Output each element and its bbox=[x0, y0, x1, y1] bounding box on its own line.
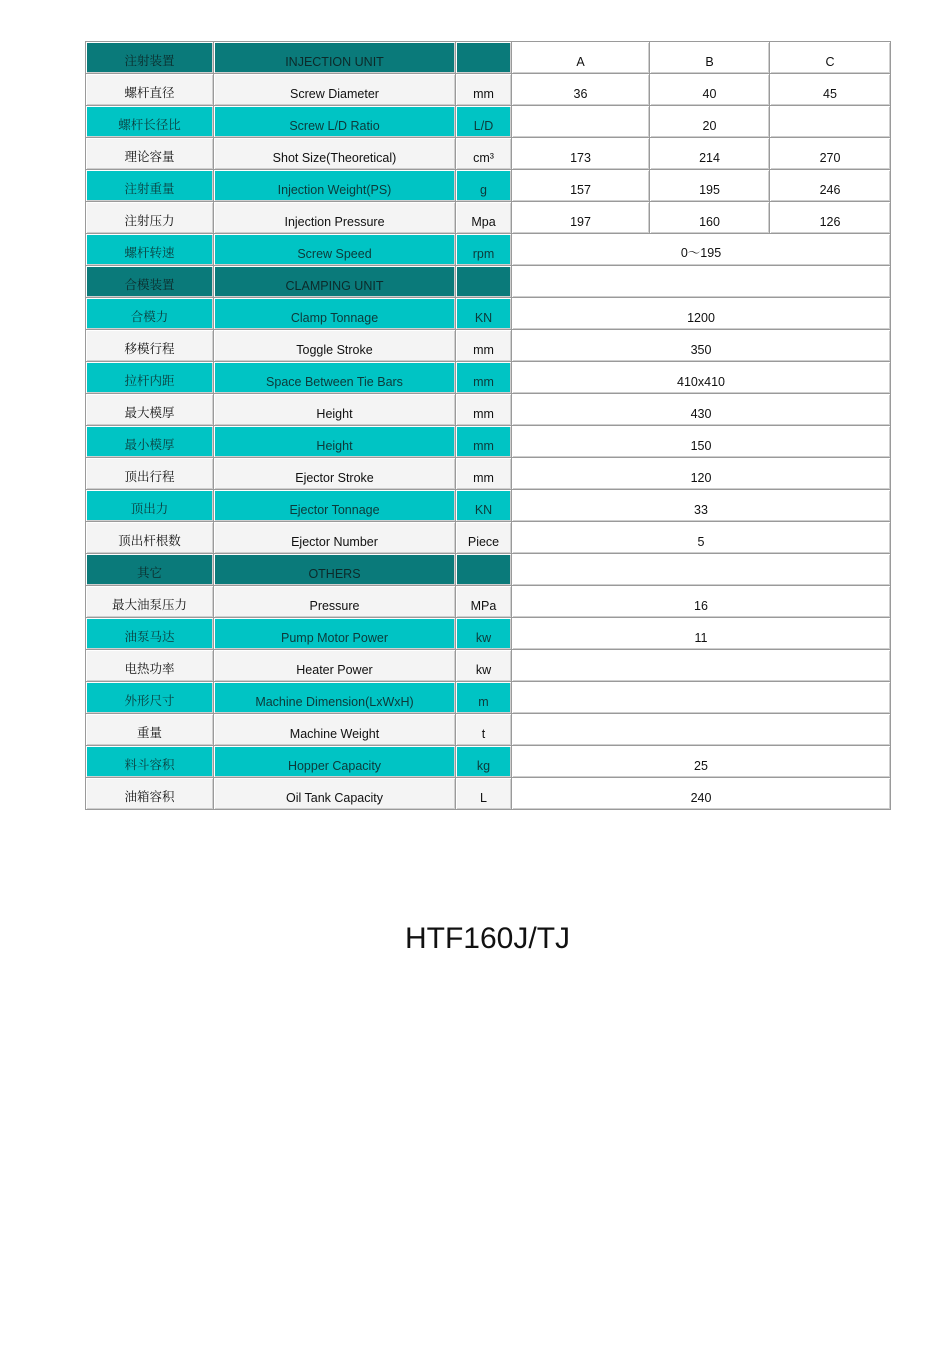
row-unit: Piece bbox=[456, 522, 512, 554]
row-value: 11 bbox=[512, 618, 891, 650]
row-label-en: Space Between Tie Bars bbox=[214, 362, 456, 394]
row-label-cn: 重量 bbox=[86, 714, 214, 746]
row-value-a bbox=[512, 106, 650, 138]
row-label-cn: 外形尺寸 bbox=[86, 682, 214, 714]
row-value bbox=[512, 650, 891, 682]
table-row bbox=[86, 106, 891, 138]
row-label-cn: 顶出杆根数 bbox=[86, 522, 214, 554]
row-label-cn: 注射压力 bbox=[86, 202, 214, 234]
row-value-c: 45 bbox=[770, 74, 891, 106]
row-label-en: Pressure bbox=[214, 586, 456, 618]
row-label-cn: 顶出行程 bbox=[86, 458, 214, 490]
table-row bbox=[86, 138, 891, 170]
table-row bbox=[86, 458, 891, 490]
row-value: 5 bbox=[512, 522, 891, 554]
row-label-en: Machine Weight bbox=[214, 714, 456, 746]
row-value: 25 bbox=[512, 746, 891, 778]
row-value bbox=[512, 714, 891, 746]
row-value: 350 bbox=[512, 330, 891, 362]
row-label-en: Machine Dimension(LxWxH) bbox=[214, 682, 456, 714]
row-value bbox=[512, 266, 891, 298]
row-unit: kw bbox=[456, 650, 512, 682]
row-unit bbox=[456, 42, 512, 74]
row-value: 120 bbox=[512, 458, 891, 490]
row-label-cn: 注射装置 bbox=[86, 42, 214, 74]
row-label-cn: 油箱容积 bbox=[86, 778, 214, 810]
row-label-cn: 合模装置 bbox=[86, 266, 214, 298]
row-label-en: Oil Tank Capacity bbox=[214, 778, 456, 810]
row-unit bbox=[456, 266, 512, 298]
row-value: 0～195 bbox=[512, 234, 891, 266]
row-unit: kg bbox=[456, 746, 512, 778]
row-label-cn: 最大油泵压力 bbox=[86, 586, 214, 618]
row-value-c: 270 bbox=[770, 138, 891, 170]
table-row bbox=[86, 522, 891, 554]
row-unit: MPa bbox=[456, 586, 512, 618]
table-row bbox=[86, 714, 891, 746]
row-label-cn: 螺杆长径比 bbox=[86, 106, 214, 138]
row-label-en: INJECTION UNIT bbox=[214, 42, 456, 74]
row-value-b: B bbox=[650, 42, 770, 74]
row-value-c: 246 bbox=[770, 170, 891, 202]
row-label-en: Ejector Stroke bbox=[214, 458, 456, 490]
row-label-cn: 移模行程 bbox=[86, 330, 214, 362]
row-label-en: OTHERS bbox=[214, 554, 456, 586]
table-row bbox=[86, 362, 891, 394]
row-label-en: Ejector Tonnage bbox=[214, 490, 456, 522]
row-label-cn: 拉杆内距 bbox=[86, 362, 214, 394]
row-value: 16 bbox=[512, 586, 891, 618]
row-unit: mm bbox=[456, 330, 512, 362]
table-row bbox=[86, 298, 891, 330]
row-value-a: 36 bbox=[512, 74, 650, 106]
row-label-en: Screw Diameter bbox=[214, 74, 456, 106]
table-row bbox=[86, 778, 891, 810]
row-label-cn: 顶出力 bbox=[86, 490, 214, 522]
row-value bbox=[512, 682, 891, 714]
row-unit: Mpa bbox=[456, 202, 512, 234]
row-unit: L/D bbox=[456, 106, 512, 138]
row-label-en: Injection Weight(PS) bbox=[214, 170, 456, 202]
row-label-en: Screw L/D Ratio bbox=[214, 106, 456, 138]
table-row bbox=[86, 554, 891, 586]
table-row bbox=[86, 426, 891, 458]
row-label-en: Shot Size(Theoretical) bbox=[214, 138, 456, 170]
row-label-en: Heater Power bbox=[214, 650, 456, 682]
row-value-c bbox=[770, 106, 891, 138]
row-label-en: Ejector Number bbox=[214, 522, 456, 554]
row-value: 1200 bbox=[512, 298, 891, 330]
row-label-cn: 油泵马达 bbox=[86, 618, 214, 650]
row-value-b: 160 bbox=[650, 202, 770, 234]
table-row bbox=[86, 490, 891, 522]
spec-table bbox=[85, 41, 891, 810]
row-unit: g bbox=[456, 170, 512, 202]
row-label-en: Height bbox=[214, 426, 456, 458]
table-row bbox=[86, 650, 891, 682]
row-label-cn: 最大模厚 bbox=[86, 394, 214, 426]
row-value-b: 195 bbox=[650, 170, 770, 202]
row-label-en: Pump Motor Power bbox=[214, 618, 456, 650]
row-label-cn: 电热功率 bbox=[86, 650, 214, 682]
table-row bbox=[86, 586, 891, 618]
table-row bbox=[86, 746, 891, 778]
row-value-a: 157 bbox=[512, 170, 650, 202]
row-label-cn: 螺杆转速 bbox=[86, 234, 214, 266]
table-row bbox=[86, 42, 891, 74]
row-label-en: Toggle Stroke bbox=[214, 330, 456, 362]
row-unit: mm bbox=[456, 458, 512, 490]
table-row bbox=[86, 330, 891, 362]
row-unit: rpm bbox=[456, 234, 512, 266]
row-label-en: Hopper Capacity bbox=[214, 746, 456, 778]
row-value: 33 bbox=[512, 490, 891, 522]
row-label-cn: 合模力 bbox=[86, 298, 214, 330]
table-row bbox=[86, 234, 891, 266]
row-value: 430 bbox=[512, 394, 891, 426]
row-value bbox=[512, 554, 891, 586]
row-label-en: Screw Speed bbox=[214, 234, 456, 266]
row-label-cn: 其它 bbox=[86, 554, 214, 586]
row-value-c: C bbox=[770, 42, 891, 74]
row-label-en: CLAMPING UNIT bbox=[214, 266, 456, 298]
table-row bbox=[86, 74, 891, 106]
row-unit: KN bbox=[456, 298, 512, 330]
table-row bbox=[86, 266, 891, 298]
row-value-b: 20 bbox=[650, 106, 770, 138]
spec-table-body bbox=[86, 42, 891, 810]
row-label-cn: 料斗容积 bbox=[86, 746, 214, 778]
row-unit: mm bbox=[456, 362, 512, 394]
row-value-a: 197 bbox=[512, 202, 650, 234]
row-label-cn: 注射重量 bbox=[86, 170, 214, 202]
row-unit: cm³ bbox=[456, 138, 512, 170]
row-label-en: Clamp Tonnage bbox=[214, 298, 456, 330]
row-value-a: 173 bbox=[512, 138, 650, 170]
row-unit: mm bbox=[456, 74, 512, 106]
table-row bbox=[86, 394, 891, 426]
row-label-cn: 理论容量 bbox=[86, 138, 214, 170]
table-row bbox=[86, 170, 891, 202]
row-unit: m bbox=[456, 682, 512, 714]
row-value-a: A bbox=[512, 42, 650, 74]
row-unit bbox=[456, 554, 512, 586]
row-unit: kw bbox=[456, 618, 512, 650]
row-unit: mm bbox=[456, 394, 512, 426]
row-value-b: 214 bbox=[650, 138, 770, 170]
row-label-cn: 最小模厚 bbox=[86, 426, 214, 458]
row-value: 240 bbox=[512, 778, 891, 810]
row-label-en: Injection Pressure bbox=[214, 202, 456, 234]
row-value-c: 126 bbox=[770, 202, 891, 234]
row-unit: L bbox=[456, 778, 512, 810]
row-label-en: Height bbox=[214, 394, 456, 426]
model-title: HTF160J/TJ bbox=[404, 922, 571, 955]
row-value: 410x410 bbox=[512, 362, 891, 394]
row-unit: KN bbox=[456, 490, 512, 522]
row-unit: t bbox=[456, 714, 512, 746]
row-label-cn: 螺杆直径 bbox=[86, 74, 214, 106]
row-value-b: 40 bbox=[650, 74, 770, 106]
row-unit: mm bbox=[456, 426, 512, 458]
table-row bbox=[86, 202, 891, 234]
table-row bbox=[86, 682, 891, 714]
row-value: 150 bbox=[512, 426, 891, 458]
table-row bbox=[86, 618, 891, 650]
